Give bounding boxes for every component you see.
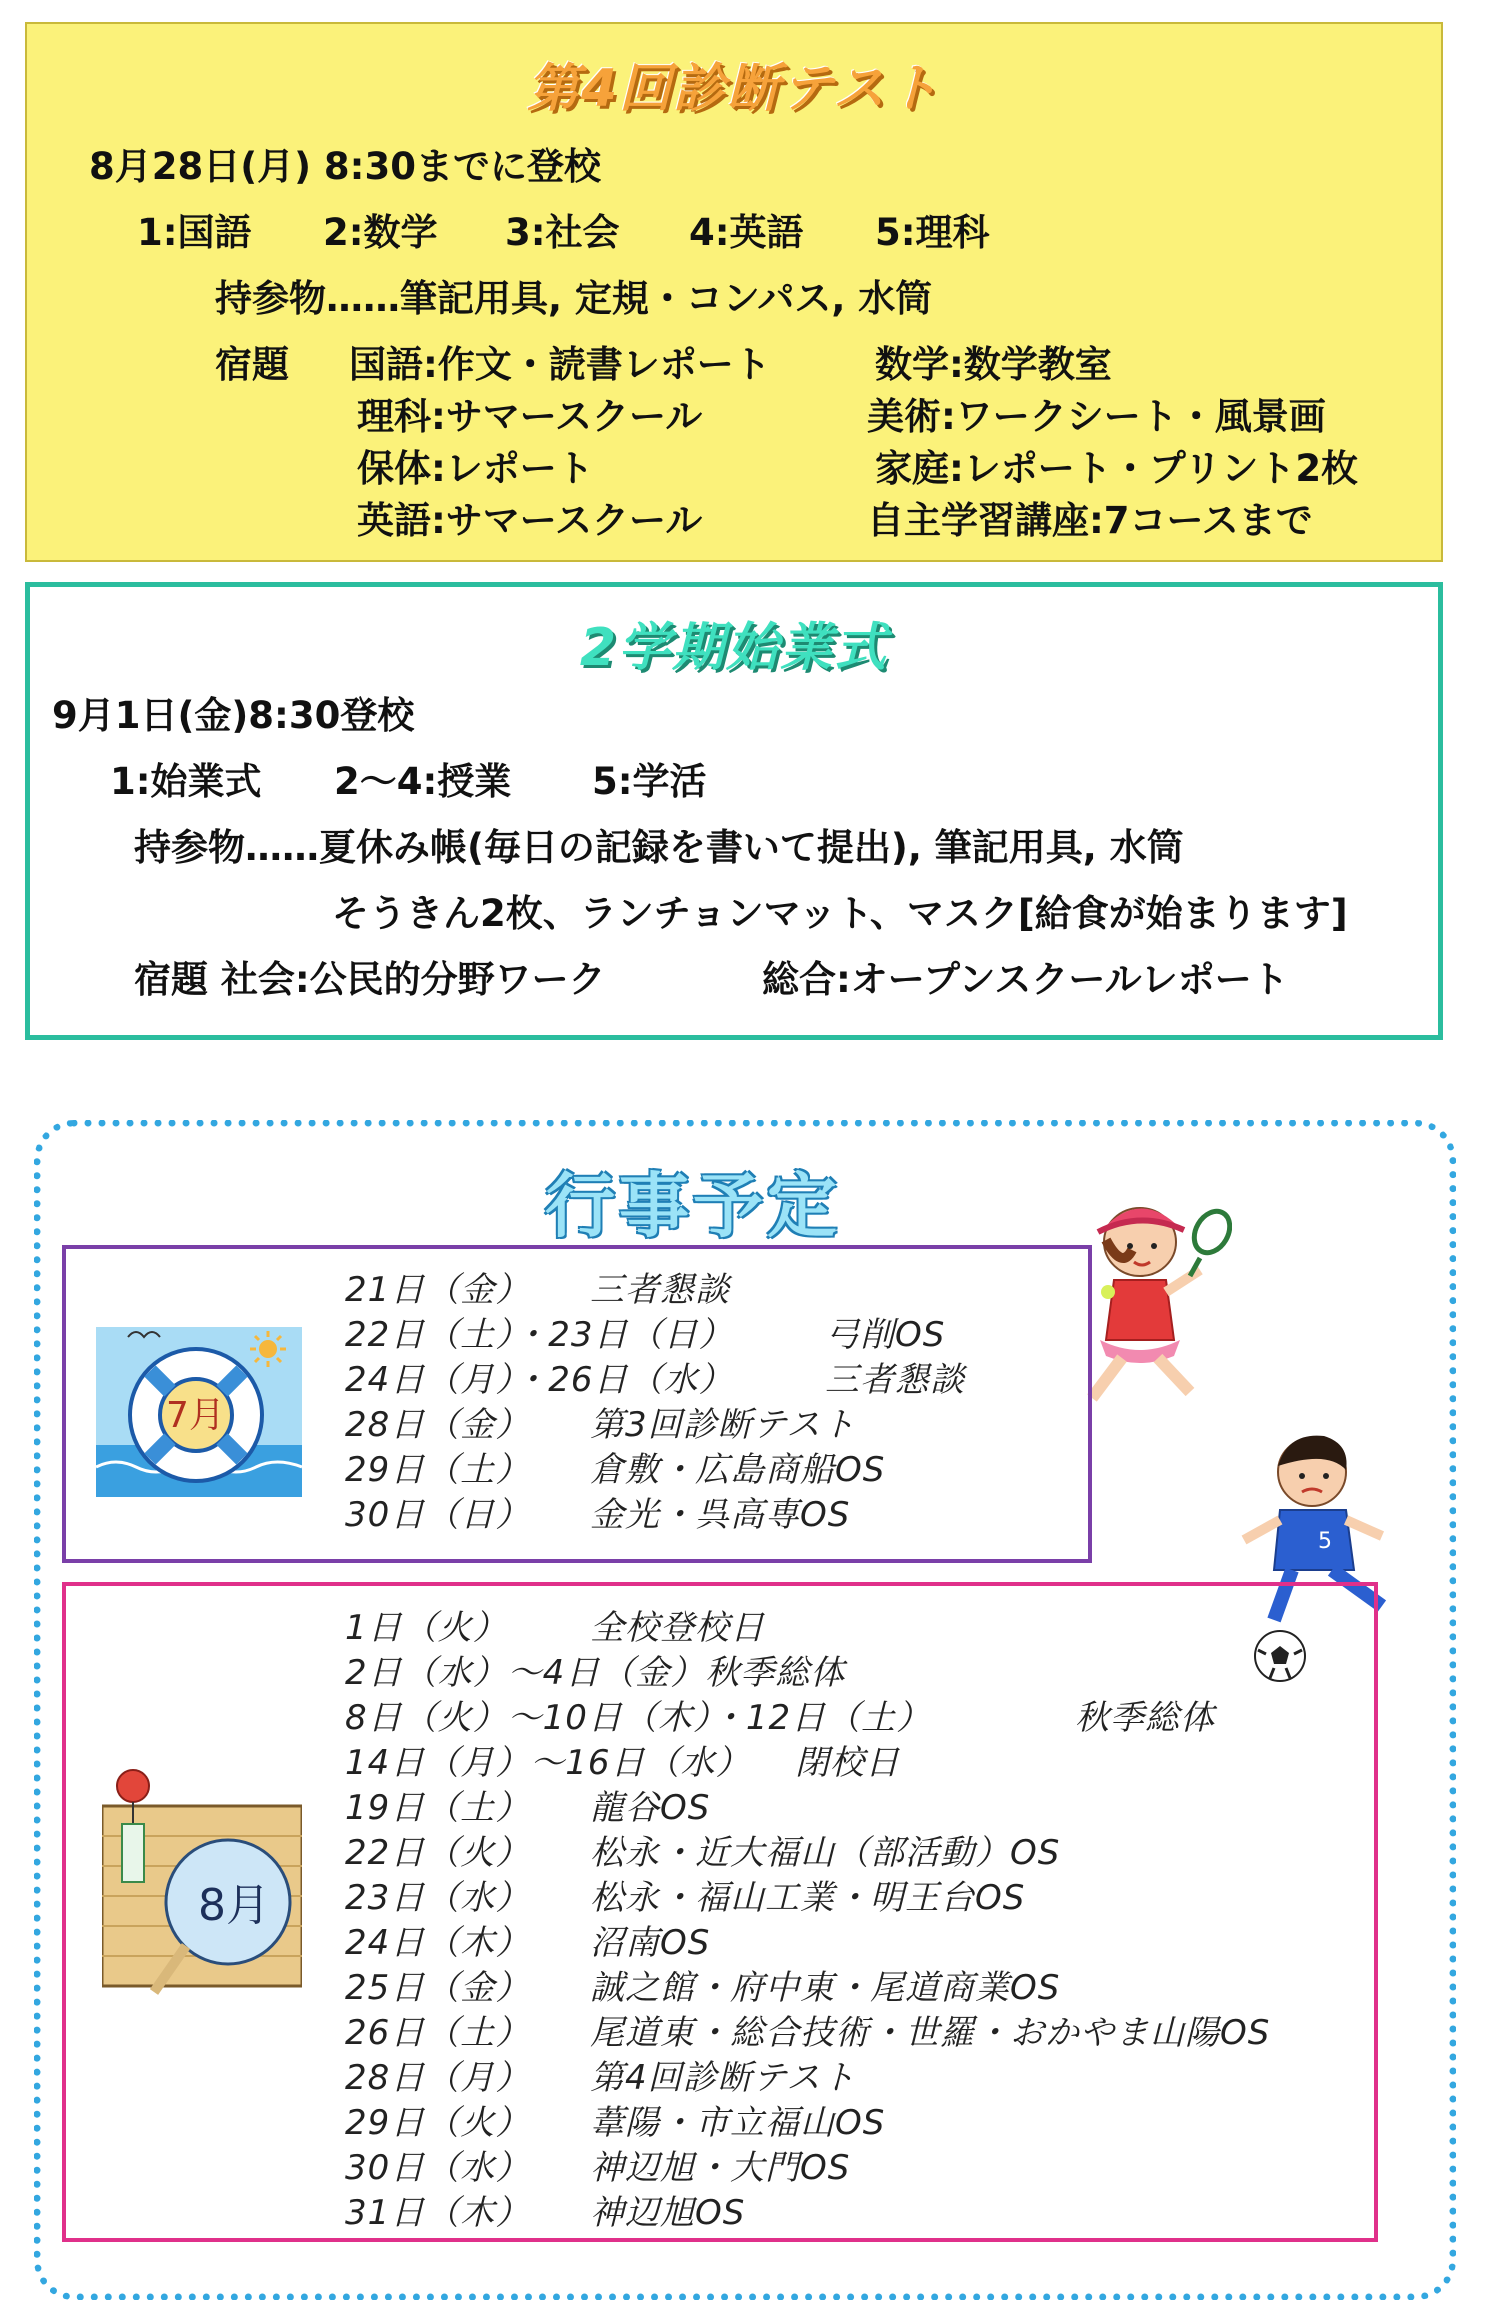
july-event-date: 30日（日）	[345, 1495, 531, 1535]
july-event-text: 第3回診断テスト	[590, 1405, 857, 1445]
homework-left-2: 理科:サマースクール	[357, 395, 703, 438]
august-event-date: 22日（火）	[345, 1833, 531, 1873]
july-event-date: 29日（土）	[345, 1450, 531, 1490]
july-event-date: 21日（金）	[345, 1270, 531, 1310]
august-event-text: 松永・福山工業・明王台OS	[590, 1878, 1026, 1918]
august-event-text: 神辺旭OS	[590, 2193, 746, 2233]
august-event-date: 24日（木）	[345, 1923, 531, 1963]
july-event-text: 倉敷・広島商船OS	[590, 1450, 886, 1490]
august-event-row	[345, 1735, 1445, 1783]
diagnostic-homework-label: 宿題	[215, 343, 289, 386]
august-event-text: 龍谷OS	[590, 1788, 711, 1828]
events-title: 行事予定	[545, 1165, 841, 1247]
july-event-text: 金光・呉高専OS	[590, 1495, 851, 1535]
diagnostic-test-panel	[25, 22, 1443, 562]
homework-left-3: 保体:レポート	[357, 447, 594, 490]
august-event-row	[345, 1780, 1445, 1828]
diagnostic-items: 持参物……筆記用具, 定規・コンパス, 水筒	[215, 277, 933, 320]
august-event-text: 神辺旭・大門OS	[590, 2148, 851, 2188]
july-event-row	[345, 1442, 1445, 1490]
homework-right-3: 家庭:レポート・プリント2枚	[875, 447, 1359, 490]
july-event-text: 弓削OS	[825, 1315, 946, 1355]
diagnostic-test-date: 8月28日(月) 8:30までに登校	[89, 145, 601, 188]
august-event-row	[345, 1600, 1445, 1648]
homework-right-2: 美術:ワークシート・風景画	[867, 395, 1326, 438]
ceremony-items-1: 持参物……夏休み帳(毎日の記録を書いて提出), 筆記用具, 水筒	[134, 826, 1184, 869]
homework-right-1: 数学:数学教室	[875, 343, 1112, 386]
august-event-date: 26日（土）	[345, 2013, 531, 2053]
july-event-date: 22日（土）・23日（日）	[345, 1315, 734, 1355]
opening-ceremony-title: 2学期始業式	[579, 618, 889, 678]
ceremony-period-1: 1:始業式	[110, 760, 262, 803]
august-event-date: 25日（金）	[345, 1968, 531, 2008]
august-event-row	[345, 1690, 1445, 1738]
august-event-date: 28日（月）	[345, 2058, 531, 2098]
ceremony-homework: 宿題 社会:公民的分野ワーク	[134, 958, 606, 1001]
august-event-text: 松永・近大福山（部活動）OS	[590, 1833, 1061, 1873]
diagnostic-period-4: 4:英語	[689, 211, 804, 254]
august-event-text: 秋季総体	[1075, 1698, 1215, 1738]
august-event-text: 第4回診断テスト	[590, 2058, 857, 2098]
august-event-row	[345, 2095, 1445, 2143]
august-event-row	[345, 1870, 1445, 1918]
diagnostic-period-3: 3:社会	[505, 211, 620, 254]
july-event-row	[345, 1352, 1445, 1400]
august-event-text: 誠之館・府中東・尾道商業OS	[590, 1968, 1061, 2008]
diagnostic-period-1: 1:国語	[137, 211, 252, 254]
august-event-text: 沼南OS	[590, 1923, 711, 1963]
august-event-text: 閉校日	[795, 1743, 900, 1783]
diagnostic-period-2: 2:数学	[323, 211, 438, 254]
july-event-date: 28日（金）	[345, 1405, 531, 1445]
july-event-row	[345, 1262, 1445, 1310]
player-number: 5	[1318, 1529, 1332, 1554]
august-event-date: 8日（火）〜10日（木）・12日（土）	[345, 1698, 932, 1738]
august-event-row	[345, 1915, 1445, 1963]
august-event-row	[345, 2005, 1445, 2053]
august-event-text: 葦陽・市立福山OS	[590, 2103, 886, 2143]
homework-right-4: 自主学習講座:7コースまで	[867, 499, 1313, 542]
august-event-row	[345, 1825, 1445, 1873]
ceremony-items-2: そうきん2枚、ランチョンマット、マスク[給食が始まります]	[332, 892, 1348, 935]
august-event-date: 19日（土）	[345, 1788, 531, 1828]
august-badge: 8月	[198, 1880, 270, 1931]
august-event-text: 全校登校日	[590, 1608, 765, 1648]
opening-ceremony-panel	[25, 582, 1443, 1040]
august-event-date: 14日（月）〜16日（水）	[345, 1743, 751, 1783]
august-event-date: 31日（木）	[345, 2193, 531, 2233]
homework-left-4: 英語:サマースクール	[357, 499, 703, 542]
july-event-row	[345, 1307, 1445, 1355]
august-event-text: 尾道東・総合技術・世羅・おかやま山陽OS	[590, 2013, 1271, 2053]
august-event-date: 23日（水）	[345, 1878, 531, 1918]
diagnostic-test-title: 第4回診断テスト	[526, 59, 942, 119]
august-event-row	[345, 2140, 1445, 2188]
sun-icon	[248, 1329, 288, 1369]
wind-chime-icon	[108, 1766, 158, 1886]
ceremony-period-3: 5:学活	[592, 760, 707, 803]
seagull-icon	[126, 1325, 186, 1345]
july-event-text: 三者懇談	[590, 1270, 730, 1310]
ceremony-period-2: 2〜4:授業	[334, 760, 512, 803]
august-event-date: 30日（水）	[345, 2148, 531, 2188]
july-badge: 7月	[166, 1395, 225, 1436]
august-event-row	[345, 1645, 1445, 1693]
august-event-row	[345, 2185, 1445, 2233]
ceremony-homework-2: 総合:オープンスクールレポート	[762, 958, 1289, 1001]
opening-ceremony-date: 9月1日(金)8:30登校	[52, 694, 415, 737]
august-event-date: 1日（火）	[345, 1608, 508, 1648]
july-event-row	[345, 1397, 1445, 1445]
august-event-row	[345, 1960, 1445, 2008]
diagnostic-period-5: 5:理科	[875, 211, 990, 254]
august-event-date: 2日（水）〜4日（金）秋季総体	[345, 1653, 846, 1693]
august-event-row	[345, 2050, 1445, 2098]
july-event-row	[345, 1487, 1445, 1535]
homework-left-1: 国語:作文・読書レポート	[349, 343, 771, 386]
july-event-date: 24日（月）・26日（水）	[345, 1360, 734, 1400]
july-event-text: 三者懇談	[825, 1360, 965, 1400]
august-event-date: 29日（火）	[345, 2103, 531, 2143]
